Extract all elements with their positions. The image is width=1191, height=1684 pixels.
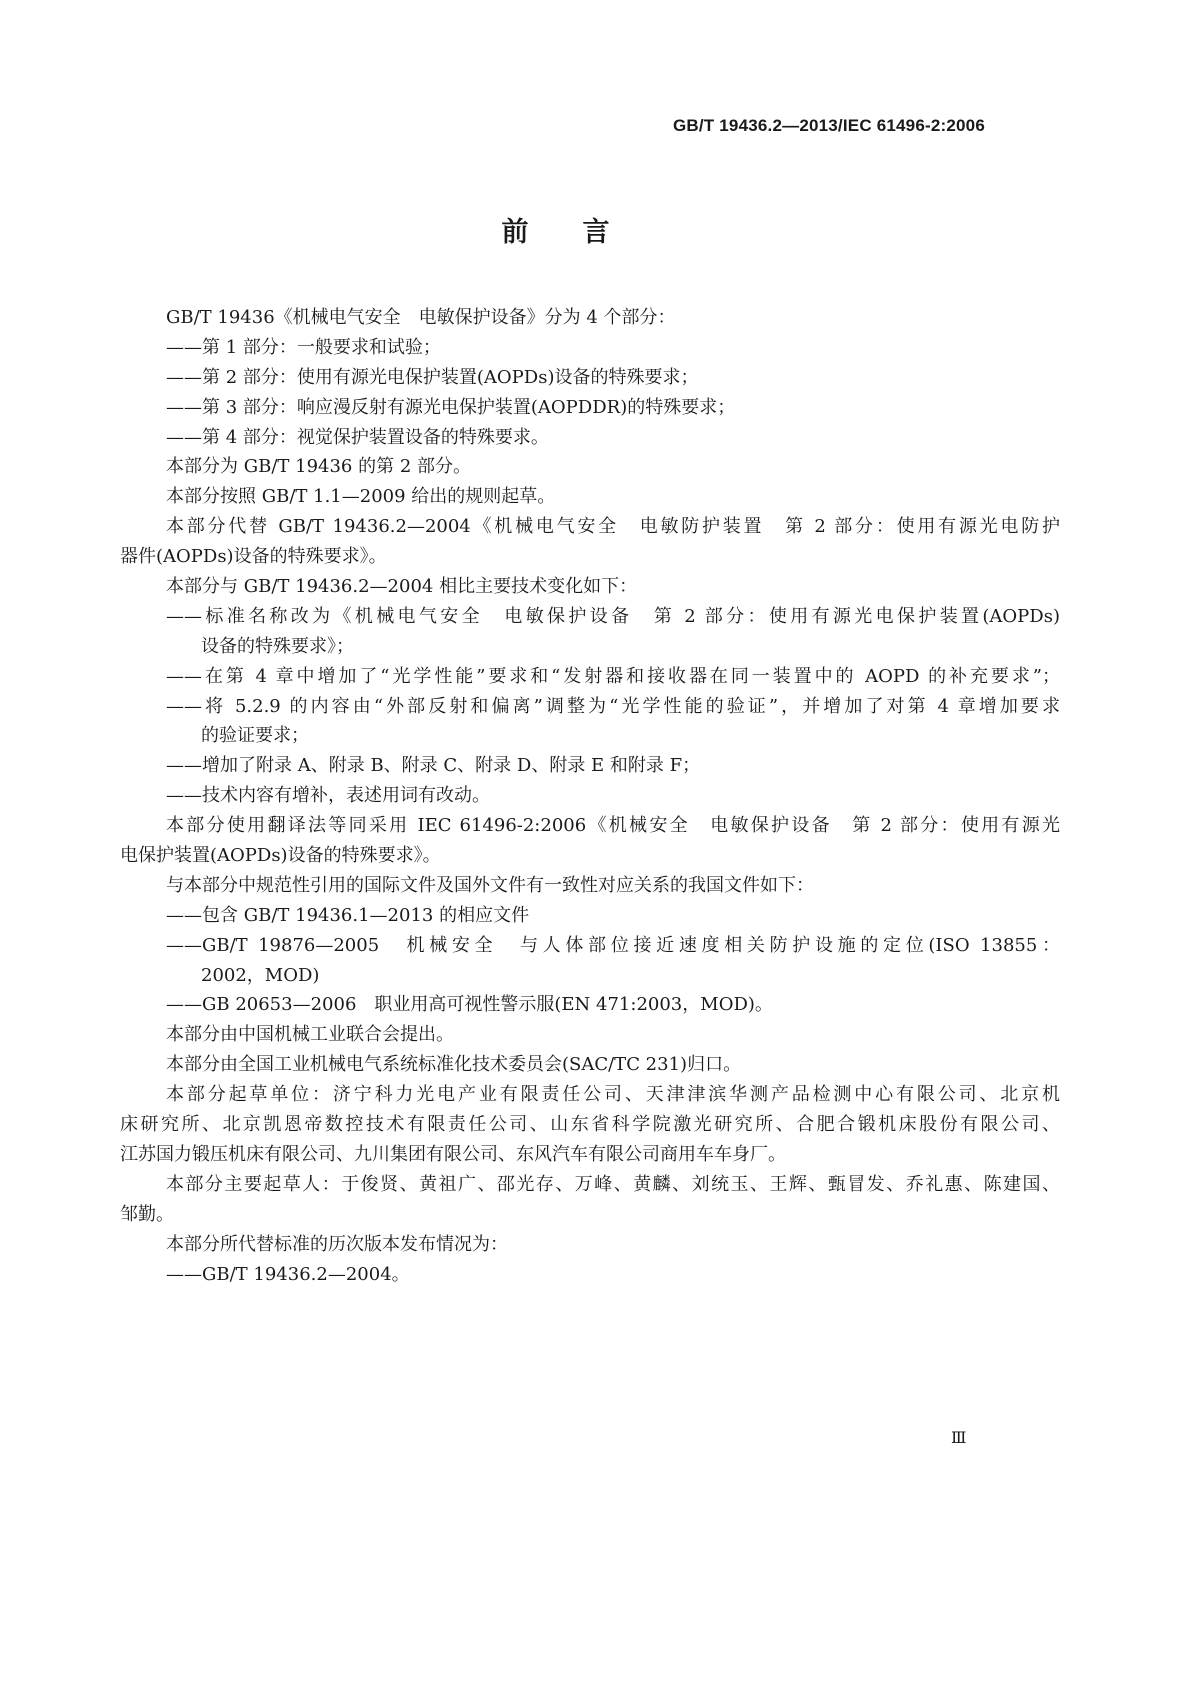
list-item-line: ——GB/T 19876—2005 机械安全 与人体部位接近速度相关防护设施的定位(ISO 13855： — [166, 934, 1060, 956]
list-item-line: ——标准名称改为《机械电气安全 电敏保护设备 第 2 部分：使用有源光电保护装置(AOPDs) — [166, 605, 1060, 627]
paragraph-line: 本部分由中国机械工业联合会提出。 — [166, 1024, 454, 1046]
list-item-line: ——在第 4 章中增加了“光学性能”要求和“发射器和接收器在同一装置中的 AOPD 的补充要求”； — [166, 665, 1060, 687]
paragraph-line: 本部分使用翻译法等同采用 IEC 61496-2:2006《机械安全 电敏保护设备 第 2 部分：使用有源光 — [166, 815, 1060, 837]
foreword-body — [120, 303, 1060, 1289]
list-item-line: ——包含 GB/T 19436.1—2013 的相应文件 — [166, 904, 530, 926]
list-item-line: ——GB/T 19436.2—2004。 — [166, 1263, 410, 1285]
paragraph-line: 本部分主要起草人：于俊贤、黄祖广、邵光存、万峰、黄麟、刘统玉、王辉、甄冒发、乔礼惠、陈建国、 — [166, 1173, 1060, 1195]
paragraph-line: 器件(AOPDs)设备的特殊要求》。 — [120, 546, 387, 568]
paragraph-line: 本部分按照 GB/T 1.1—2009 给出的规则起草。 — [166, 486, 556, 508]
list-item-line: ——第 2 部分：使用有源光电保护装置(AOPDs)设备的特殊要求； — [166, 366, 699, 388]
paragraph-line: 本部分代替 GB/T 19436.2—2004《机械电气安全 电敏防护装置 第 2 部分：使用有源光电防护 — [166, 516, 1060, 538]
page-number: Ⅲ — [951, 1428, 967, 1447]
list-item-line: ——第 4 部分：视觉保护装置设备的特殊要求。 — [166, 426, 549, 448]
title-char: 前 — [501, 217, 529, 248]
paragraph-line: 与本部分中规范性引用的国际文件及国外文件有一致性对应关系的我国文件如下： — [166, 874, 814, 896]
standard-code-header: GB/T 19436.2—2013/IEC 61496-2:2006 — [672, 116, 985, 135]
paragraph-line: 床研究所、北京凯恩帝数控技术有限责任公司、山东省科学院激光研究所、合肥合锻机床股份有限公司、 — [120, 1114, 1060, 1136]
list-item-line: ——第 1 部分：一般要求和试验； — [166, 336, 441, 358]
title-char: 言 — [582, 217, 610, 248]
list-item-line: 的验证要求； — [201, 725, 309, 747]
paragraph-line: 本部分与 GB/T 19436.2—2004 相比主要技术变化如下： — [166, 576, 638, 598]
list-item-line: ——增加了附录 A、附录 B、附录 C、附录 D、附录 E 和附录 F； — [166, 755, 701, 777]
list-item-line: ——将 5.2.9 的内容由“外部反射和偏离”调整为“光学性能的验证”，并增加了对第 4 章增加要求 — [166, 695, 1060, 717]
list-item-line: 设备的特殊要求》； — [201, 635, 354, 657]
paragraph-line: 本部分所代替标准的历次版本发布情况为： — [166, 1233, 508, 1255]
list-item-line: ——第 3 部分：响应漫反射有源光电保护装置(AOPDDR)的特殊要求； — [166, 396, 736, 418]
paragraph-line: GB/T 19436《机械电气安全 电敏保护设备》分为 4 个部分： — [166, 307, 676, 328]
paragraph-line: 邹勤。 — [120, 1203, 174, 1225]
paragraph-line: 本部分由全国工业机械电气系统标准化技术委员会(SAC/TC 231)归口。 — [166, 1054, 742, 1076]
paragraph-line: 本部分为 GB/T 19436 的第 2 部分。 — [166, 456, 471, 478]
page-title — [0, 210, 1111, 249]
paragraph-line: 本部分起草单位：济宁科力光电产业有限责任公司、天津津滨华测产品检测中心有限公司、北京机 — [166, 1084, 1060, 1106]
list-item-line: 2002，MOD) — [201, 964, 320, 986]
list-item-line: ——技术内容有增补，表述用词有改动。 — [166, 785, 490, 807]
paragraph-line: 江苏国力锻压机床有限公司、九川集团有限公司、东风汽车有限公司商用车车身厂。 — [120, 1143, 786, 1165]
paragraph-line: 电保护装置(AOPDs)设备的特殊要求》。 — [120, 845, 441, 867]
list-item-line: ——GB 20653—2006 职业用高可视性警示服(EN 471:2003，MOD)。 — [166, 994, 773, 1016]
